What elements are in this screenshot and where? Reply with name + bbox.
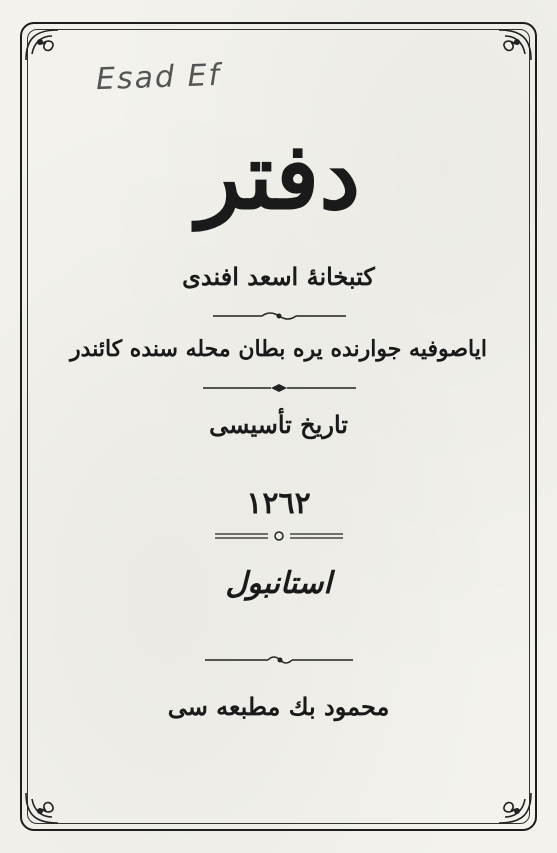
ornamental-divider <box>0 654 557 666</box>
corner-ornament-icon <box>22 24 82 64</box>
document-title: دفتر <box>196 122 361 230</box>
ornamental-divider <box>0 382 557 394</box>
handwritten-note: Esad Ef <box>95 57 222 98</box>
corner-ornament-icon <box>475 789 535 829</box>
corner-ornament-icon <box>475 24 535 64</box>
ornamental-divider <box>0 310 557 322</box>
library-name: کتبخانهٔ اسعد افندی <box>182 262 375 291</box>
printer-name: محمود بك مطبعه سی <box>167 692 390 721</box>
location-line: ایاصوفیه جوارنده یره بطان محله سنده کائندر <box>70 336 487 362</box>
ornamental-divider <box>0 530 557 542</box>
corner-ornament-icon <box>22 789 82 829</box>
calligraphic-seal: استانبول <box>225 566 332 601</box>
founding-year: ١٢٦٢ <box>246 486 311 521</box>
founding-date-label: تاریخ تأسیسی <box>209 410 348 439</box>
